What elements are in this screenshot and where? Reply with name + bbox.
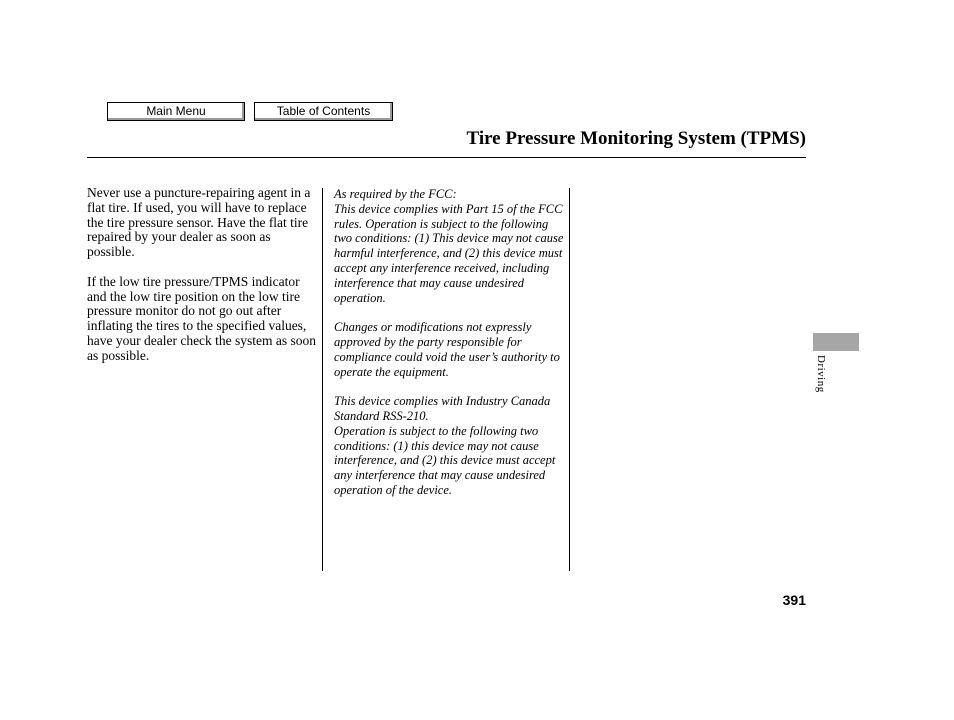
column-divider-left (322, 188, 323, 571)
left-column (87, 186, 319, 378)
section-label: Driving (815, 355, 827, 393)
changes-warning: Changes or modifications not expressly approved by the party responsible for compliance could void the user’s authority to operate the equipment. (334, 320, 560, 379)
puncture-warning-paragraph: Never use a puncture-repairing agent in a flat tire. If used, you will have to replace the tire pressure sensor. Have the flat tire repaired by your dealer as soon as possible. (87, 185, 311, 260)
column-divider-right (569, 188, 570, 571)
fcc-heading: As required by the FCC: (334, 187, 457, 201)
main-menu-button[interactable]: Main Menu (107, 102, 245, 121)
canada-text: Operation is subject to the following two conditions: (1) this device may not cause interference, and (2) this device must accept any interference that may cause undesired operation of the device. (334, 423, 556, 497)
title-divider (87, 157, 806, 158)
middle-column (334, 187, 566, 513)
canada-heading: This device complies with Industry Canada Standard RSS-210. (334, 394, 551, 423)
canada-block (334, 394, 566, 498)
fcc-text: This device complies with Part 15 of the FCC rules. Operation is subject to the following two conditions: (1) This device may not cause harmful interference, and (2) this device must accept any interference received, including interference that may cause undesired operation. (334, 201, 564, 305)
page-number: 391 (782, 592, 806, 608)
fcc-block (334, 187, 566, 305)
section-tab (813, 333, 859, 351)
tpms-indicator-paragraph: If the low tire pressure/TPMS indicator and the low tire position on the low tire pressure monitor do not go out after inflating the tires to the specified values, have your dealer check the system as soon as possible. (87, 273, 317, 363)
page-title: Tire Pressure Monitoring System (TPMS) (466, 128, 806, 149)
table-of-contents-button[interactable]: Table of Contents (254, 102, 393, 121)
